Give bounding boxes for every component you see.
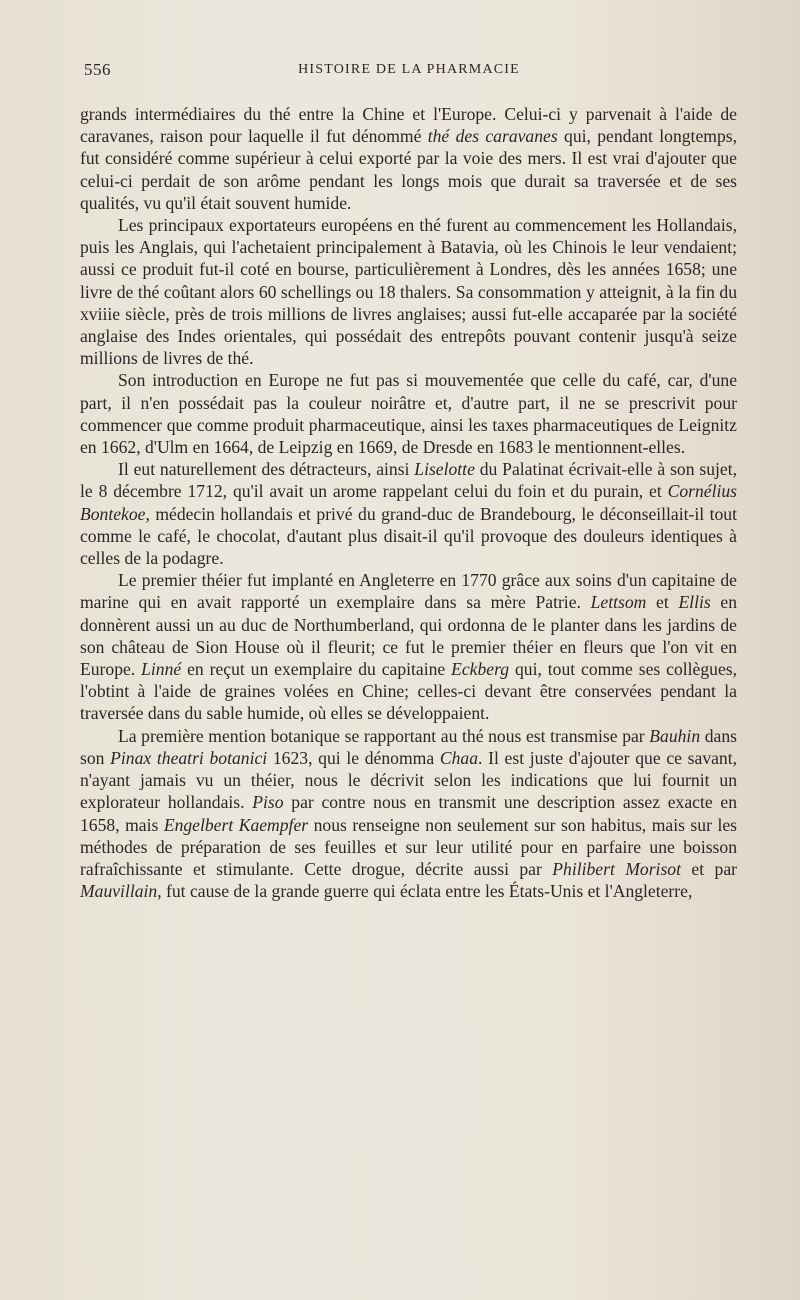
italic-name: Engelbert Kaempfer [163,814,309,835]
italic-term: thé des caravanes [427,126,558,147]
paragraph-2 [80,214,737,369]
italic-name: Mauvillain [80,881,158,902]
text-run: par contre nous en transmit une description assez exacte en 1658, mais [80,792,737,835]
text-run: en donnèrent aussi un au duc de Northumberland, qui ordonna de le planter dans les jardins de son château de Sion House où il fleurit; ce fut le premier théier en fleurs que l'on vit en Europe. [80,592,738,680]
paragraph-4 [80,458,737,569]
text-run: 1623, qui le dénomma [267,747,440,768]
text-run: , fut cause de la grande guerre qui éclata entre les États-Unis et l'Angleterre, [157,881,693,902]
body-text [80,103,737,902]
paragraph-3 [80,369,737,458]
italic-name: Cornélius Bontekoe [80,481,737,524]
page-number: 556 [84,60,111,79]
text-run: et [646,592,679,613]
text-run: qui, tout comme ses collègues, l'obtint à l'aide de graines volées en Chine; celles-ci devant être conservées pendant la traversée dans du sable humide, où elles se développaient. [80,659,737,724]
text-run: , médecin hollandais et privé du grand-duc de Brandebourg, le déconseillait-il tout comme le café, le chocolat, d'autant plus disait-il qu'il provoque des douleurs identiques à celles de la podagre. [80,503,737,569]
italic-name: Liselotte [414,459,475,480]
text-run: en reçut un exemplaire du capitaine [181,659,452,680]
paragraph-5 [80,569,737,724]
italic-term: Chaa [439,747,478,768]
text-run: qui, pendant longtemps, fut considéré comme supérieur à celui exporté par la voie des mers. Il est vrai d'ajouter que celui-ci perdait de son arôme pendant les longs mois que durait sa traversée et de ses qualités, vu qu'il était souvent humide. [80,126,737,213]
italic-name: Bauhin [649,725,701,746]
italic-name: Piso [252,792,284,813]
paragraph-6 [80,725,737,903]
text-run: Il eut naturellement des détracteurs, ainsi [118,459,415,480]
text-run: Son introduction en Europe ne fut pas si mouvementée que celle du café, car, d'une part, il n'en possédait pas la couleur noirâtre et, d'autre part, il ne se prescrivit pour commencer que comme produit pharmaceutique, ainsi les taxes pharmaceutiques de Leignitz en 1662, d'Ulm en 1664, de Leipzig en 1669, de Dresde en 1683 le mentionnent-elles. [80,370,737,458]
text-run: Le premier théier fut implanté en Angleterre en 1770 grâce aux soins d'un capitaine de marine qui en avait rapporté un exemplaire dans sa mère Patrie. [80,570,737,613]
italic-name: Philibert Morisot [552,858,681,879]
running-title: HISTOIRE DE LA PHARMACIE [298,62,520,77]
text-run: . Il est juste d'ajouter que ce savant, n'ayant jamais vu un théier, nous le décrivit selon les indications que lui fournit un explorateur hollandais. [80,747,738,813]
text-run: La première mention botanique se rapportant au thé nous est transmise par [118,725,650,746]
text-run: grands intermédiaires du thé entre la Chine et l'Europe. Celui-ci y parvenait à l'aide de caravanes, raison pour laquelle il fut dénommé [80,104,737,147]
italic-title: Pinax theatri botanici [110,747,268,768]
paragraph-1 [80,103,737,214]
italic-name: Eckberg [451,659,510,680]
italic-name: Lettsom [590,592,647,613]
italic-name: Ellis [678,592,711,613]
text-run: du Palatinat écrivait-elle à son sujet, le 8 décembre 1712, qu'il avait un arome rappelant celui du foin et du purain, et [80,459,737,502]
text-run: dans son [80,725,737,768]
text-run: Les principaux exportateurs européens en thé furent au commencement les Hollandais, puis les Anglais, qui l'achetaient principalement à Batavia, où les Chinois le leur vendaient; aussi ce produit fut-il coté en bourse, particulièrement à Londres, dès les années 1658; une livre de thé coûtant alors 60 schellings ou 18 thalers. Sa consommation y atteignit, à la fin du xviiie siècle, près de trois millions de livres anglaises; aussi fut-elle accaparée par la société anglaise des Indes orientales, qui possédait des entrepôts pouvant contenir jusqu'à seize millions de livres de thé. [80,215,737,369]
text-run: nous renseigne non seulement sur son habitus, mais sur les méthodes de préparation de ses feuilles et sur leur utilité pour en parfaire une boisson rafraîchissante et stimulante. Cette drogue, décrite aussi par [80,814,737,879]
text-run: et par [680,858,737,879]
italic-name: Linné [141,659,182,680]
running-head [84,60,734,86]
